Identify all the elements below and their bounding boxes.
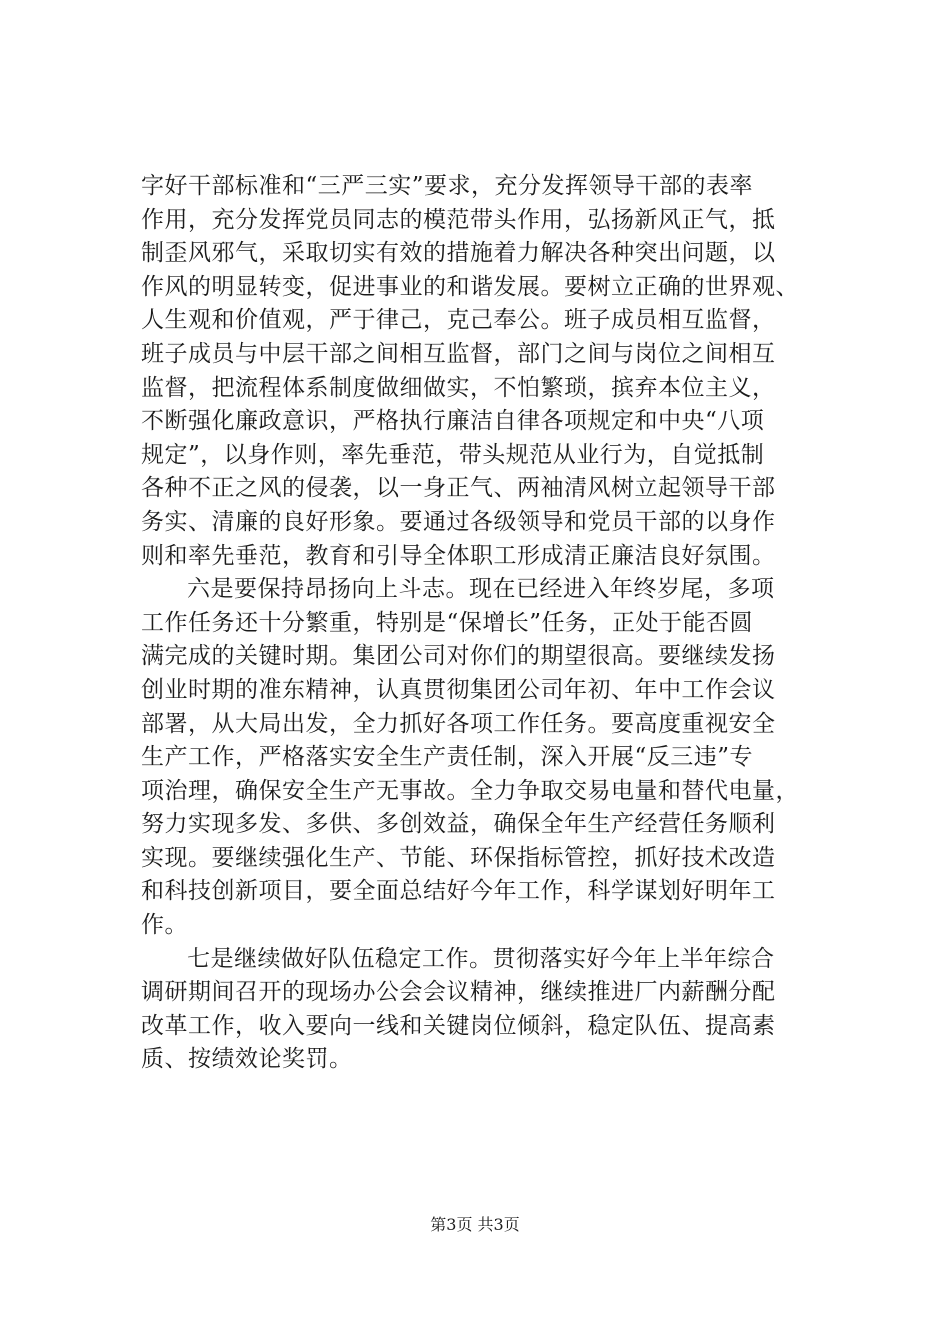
text-line: 务实、清廉的良好形象。要通过各级领导和党员干部的以身作: [141, 508, 776, 535]
text-line: 则和率先垂范，教育和引导全体职工形成清正廉洁良好氛围。: [141, 542, 776, 569]
paragraph-seven-stability: [141, 943, 829, 1077]
text-line: 部署，从大局出发，全力抓好各项工作任务。要高度重视安全: [141, 710, 776, 737]
text-line: 改革工作，收入要向一线和关键岗位倾斜，稳定队伍、提高素: [141, 1012, 776, 1039]
text-line: 质、按绩效论奖罚。: [141, 1046, 353, 1073]
text-line: 调研期间召开的现场办公会会议精神，继续推进厂内薪酬分配: [141, 979, 776, 1006]
text-line: 和科技创新项目，要全面总结好今年工作，科学谋划好明年工: [141, 878, 776, 905]
text-line: 六是要保持昂扬向上斗志。现在已经进入年终岁尾，多项: [187, 576, 775, 603]
text-line: 各种不正之风的侵袭，以一身正气、两袖清风树立起领导干部: [141, 475, 776, 502]
text-line: 作。: [141, 912, 188, 939]
text-line: 作用，充分发挥党员同志的模范带头作用，弘扬新风正气，抵: [141, 206, 776, 233]
text-line: 不断强化廉政意识，严格执行廉洁自律各项规定和中央“八项: [141, 408, 765, 435]
text-line: 制歪风邪气，采取切实有效的措施着力解决各种突出问题，以: [141, 240, 776, 267]
text-line: 实现。要继续强化生产、节能、环保指标管控，抓好技术改造: [141, 844, 776, 871]
paragraph-six-morale: [141, 573, 829, 943]
page-number-footer: 第3页 共3页: [430, 1215, 520, 1234]
text-line: 项治理，确保安全生产无事故。全力争取交易电量和替代电量，: [141, 777, 799, 804]
text-line: 创业时期的准东精神，认真贯彻集团公司年初、年中工作会议: [141, 676, 776, 703]
text-line: 作风的明显转变，促进事业的和谐发展。要树立正确的世界观、: [141, 273, 799, 300]
text-line: 生产工作，严格落实安全生产责任制，深入开展“反三违”专: [141, 744, 754, 771]
text-line: 班子成员与中层干部之间相互监督，部门之间与岗位之间相互: [141, 340, 776, 367]
text-line: 人生观和价值观，严于律己，克己奉公。班子成员相互监督，: [141, 307, 776, 334]
paragraph-integrity: [141, 170, 829, 573]
text-line: 监督，把流程体系制度做细做实，不怕繁琐，摈弃本位主义，: [141, 374, 776, 401]
text-line: 工作任务还十分繁重，特别是“保增长”任务，正处于能否圆: [141, 609, 754, 636]
text-line: 努力实现多发、多供、多创效益，确保全年生产经营任务顺利: [141, 811, 776, 838]
text-line: 字好干部标准和“三严三实”要求，充分发挥领导干部的表率: [141, 173, 754, 199]
text-line: 七是继续做好队伍稳定工作。贯彻落实好今年上半年综合: [187, 945, 775, 972]
text-line: 规定”，以身作则，率先垂范，带头规范从业行为，自觉抵制: [141, 441, 765, 468]
document-body: [141, 170, 829, 1077]
text-line: 满完成的关键时期。集团公司对你们的期望很高。要继续发扬: [141, 643, 776, 670]
